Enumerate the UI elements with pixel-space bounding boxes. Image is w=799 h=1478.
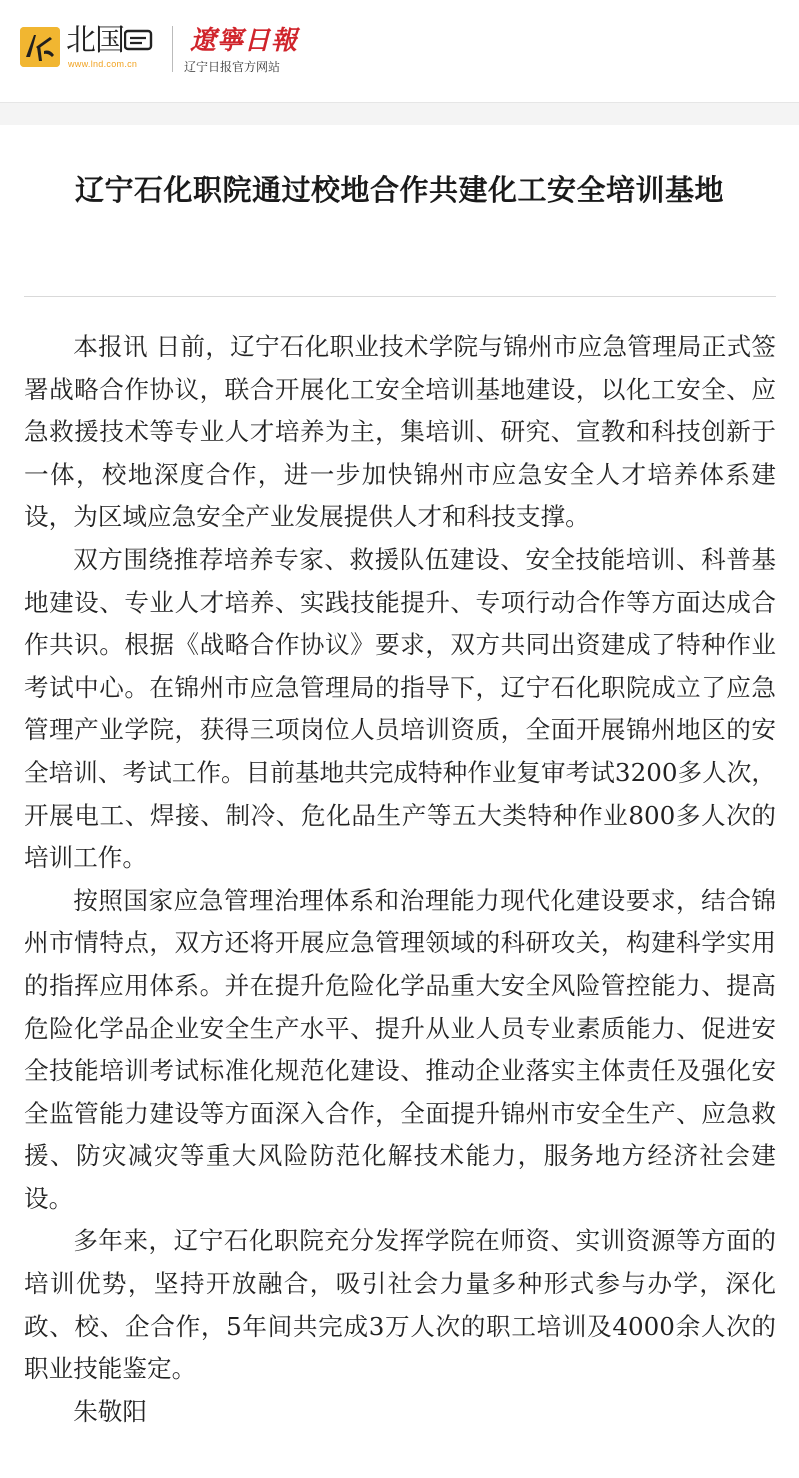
brand-mark-icon [124, 29, 154, 53]
article-paragraph: 本报讯 日前，辽宁石化职业技术学院与锦州市应急管理局正式签署战略合作协议，联合开展化工安全培训基地建设，以化工安全、应急救援技术等专业人才培养为主，集培训、研究、宣教和科技创新于一体，校地深度合作，进一步加快锦州市应急安全人才培养体系建设，为区域应急安全产业发展提供人才和科技支撑。 [24, 332, 776, 532]
title-divider [24, 296, 776, 297]
article-paragraph: 按照国家应急管理治理体系和治理能力现代化建设要求，结合锦州市情特点，双方还将开展应急管理领域的科研攻关，构建科学实用的指挥应用体系。并在提升危险化学品重大安全风险管控能力、提高危险化学品企业安全生产水平、提升从业人员专业素质能力、促进安全技能培训考试标准化规范化建设、推动企业落实主体责任及强化安全监管能力建设等方面深入合作，全面提升锦州市安全生产、应急救援、防灾减灾等重大风险防范化解技术能力，服务地方经济社会建设。 [24, 885, 776, 1213]
brand-url[interactable]: www.lnd.com.cn [68, 59, 138, 69]
article-body [24, 326, 776, 1433]
site-header [0, 0, 799, 103]
article-paragraph: 多年来，辽宁石化职院充分发挥学院在师资、实训资源等方面的培训优势，坚持开放融合，吸引社会力量多种形式参与办学，深化政、校、企合作，5年间共完成3万人次的职工培训及4000余人次的职业技能鉴定。 [24, 1226, 776, 1384]
article-title: 辽宁石化职院通过校地合作共建化工安全培训基地 [74, 173, 724, 207]
article-paragraph: 双方围绕推荐培养专家、救援队伍建设、安全技能培训、科普基地建设、专业人才培养、实践技能提升、专项行动合作等方面达成合作共识。根据《战略合作协议》要求，双方共同出资建成了特种作业考试中心。在锦州市应急管理局的指导下，辽宁石化职院成立了应急管理产业学院，获得三项岗位人员培训资质，全面开展锦州地区的安全培训、考试工作。目前基地共完成特种作业复审考试3200多人次，开展电工、焊接、制冷、危化品生产等五大类特种作业800多人次的培训工作。 [24, 544, 776, 873]
header-band [0, 103, 799, 125]
site-logo-icon[interactable] [20, 27, 60, 67]
header-divider [172, 26, 173, 72]
paper-logo[interactable]: 遼寧日報 [190, 26, 299, 56]
brand-name-text: 北国 [66, 23, 124, 58]
article-author: 朱敬阳 [73, 1396, 147, 1426]
paper-subtitle: 辽宁日报官方网站 [184, 60, 281, 74]
brand-name[interactable] [66, 24, 154, 58]
